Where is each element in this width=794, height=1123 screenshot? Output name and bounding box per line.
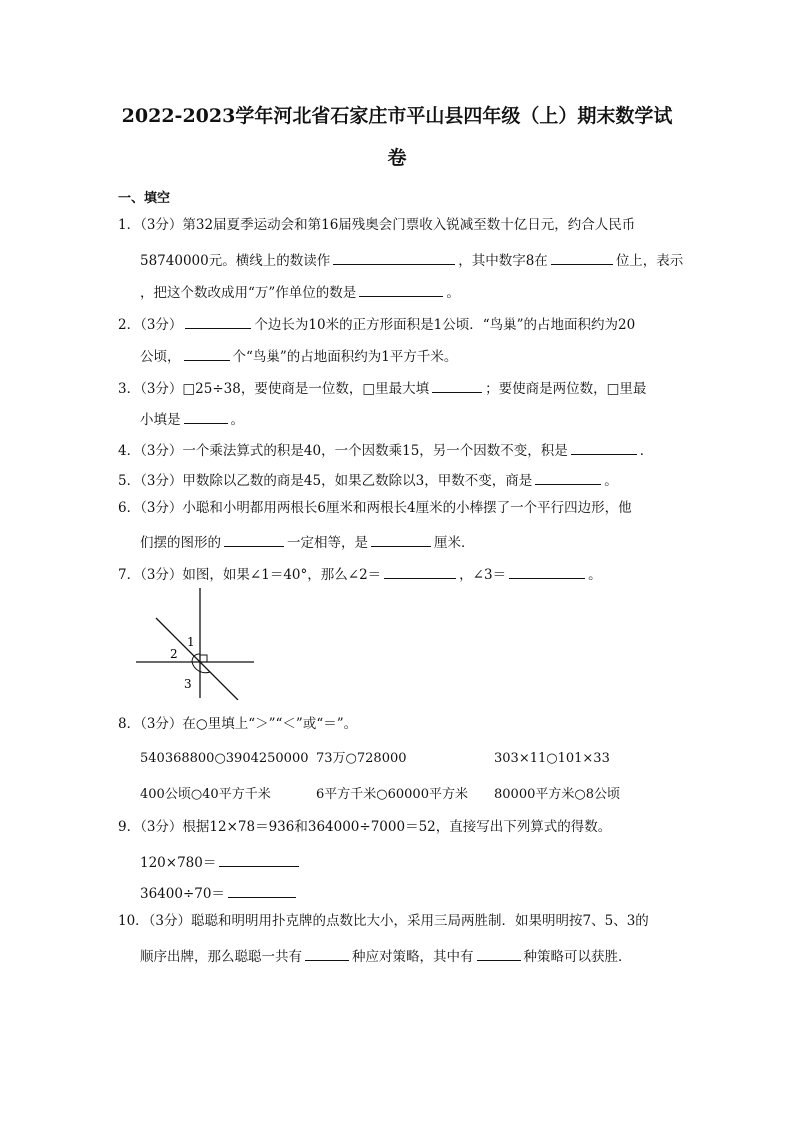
compare-item: 400公顷○40平方千米 xyxy=(140,787,271,802)
question-5: 5．（3分）甲数除以乙数的商是45，如果乙数除以3，甲数不变，商是 。 xyxy=(118,473,618,489)
question-1-line-1: 1．（3分）第32届夏季运动会和第16届残奥会门票收入锐减至数十亿日元，约合人民币 xyxy=(118,217,636,233)
compare-item: 540368800○3904250000 xyxy=(140,751,309,766)
answer-blank[interactable] xyxy=(384,565,456,579)
angle-1-arc xyxy=(194,654,200,656)
compare-item: 6平方千米○60000平方米 xyxy=(316,787,468,802)
question-6-line-2: 们摆的图形的 一定相等，是 厘米． xyxy=(140,535,475,551)
angle-label-3: 3 xyxy=(184,677,192,691)
answer-blank[interactable] xyxy=(509,565,585,579)
diagonal-line xyxy=(156,618,238,700)
question-9-item-1: 120×780＝ xyxy=(140,853,302,871)
compare-item: 80000平方米○8公顷 xyxy=(494,787,620,802)
angle-figure xyxy=(134,588,258,700)
question-3-line-2: 小填是 。 xyxy=(140,412,244,428)
section-heading: 一、填空 xyxy=(118,191,171,206)
answer-blank[interactable] xyxy=(185,315,251,329)
answer-blank[interactable] xyxy=(359,283,443,297)
question-10-line-1: 10．（3分）聪聪和明明用扑克牌的点数比大小，采用三局两胜制．如果明明按7、5、3的 xyxy=(118,913,649,929)
question-1-line-3: ，把这个数改成用“万”作单位的数是 。 xyxy=(140,285,460,301)
angle-label-1: 1 xyxy=(187,635,195,649)
right-angle-mark xyxy=(200,655,207,662)
answer-blank[interactable] xyxy=(219,853,299,867)
answer-blank[interactable] xyxy=(184,347,230,361)
question-9: 9．（3分）根据12×78＝936和364000÷7000＝52，直接写出下列算式的得数。 xyxy=(118,819,612,835)
question-3-line-1: 3．（3分）□25÷38，要使商是一位数，□里最大填 ；要使商是两位数，□里最 xyxy=(118,381,647,397)
answer-blank[interactable] xyxy=(371,533,431,547)
answer-blank[interactable] xyxy=(224,533,284,547)
angle-2-arc xyxy=(192,656,194,662)
answer-blank[interactable] xyxy=(432,379,482,393)
question-1-line-2: 58740000元。横线上的数读作 ，其中数字8在 位上，表示 xyxy=(140,253,684,269)
question-2-line-1: 2．（3分） 个边长为10米的正方形面积是1公顷．“鸟巢”的占地面积约为20 xyxy=(118,317,636,333)
compare-item: 73万○728000 xyxy=(316,751,407,766)
answer-blank[interactable] xyxy=(333,251,455,265)
answer-blank[interactable] xyxy=(305,947,349,961)
question-7: 7．（3分）如图，如果∠1＝40°，那么∠2＝ ，∠3＝ 。 xyxy=(118,567,602,583)
answer-blank[interactable] xyxy=(551,251,613,265)
page-title: 2022-2023学年河北省石家庄市平山县四年级（上）期末数学试 xyxy=(121,105,673,127)
question-9-item-2: 36400÷70＝ xyxy=(140,884,299,902)
question-10-line-2: 顺序出牌，那么聪聪一共有 种应对策略，其中有 种策略可以获胜． xyxy=(140,949,632,965)
compare-item: 303×11○101×33 xyxy=(494,751,610,766)
answer-blank[interactable] xyxy=(535,471,601,485)
answer-blank[interactable] xyxy=(571,441,637,455)
question-2-line-2: 公顷， 个“鸟巢”的占地面积约为1平方千米。 xyxy=(140,349,458,365)
answer-blank[interactable] xyxy=(228,884,296,898)
angle-label-2: 2 xyxy=(170,647,178,661)
answer-blank[interactable] xyxy=(184,410,228,424)
question-6-line-1: 6．（3分）小聪和小明都用两根长6厘米和两根长4厘米的小棒摆了一个平行四边形，他 xyxy=(118,500,632,516)
question-8: 8．（3分）在○里填上“＞”“＜”或“＝”。 xyxy=(118,716,358,732)
answer-blank[interactable] xyxy=(477,947,521,961)
page-title-continued: 卷 xyxy=(387,147,407,169)
question-4: 4．（3分）一个乘法算式的积是40，一个因数乘15，另一个因数不变，积是 ． xyxy=(118,443,654,459)
